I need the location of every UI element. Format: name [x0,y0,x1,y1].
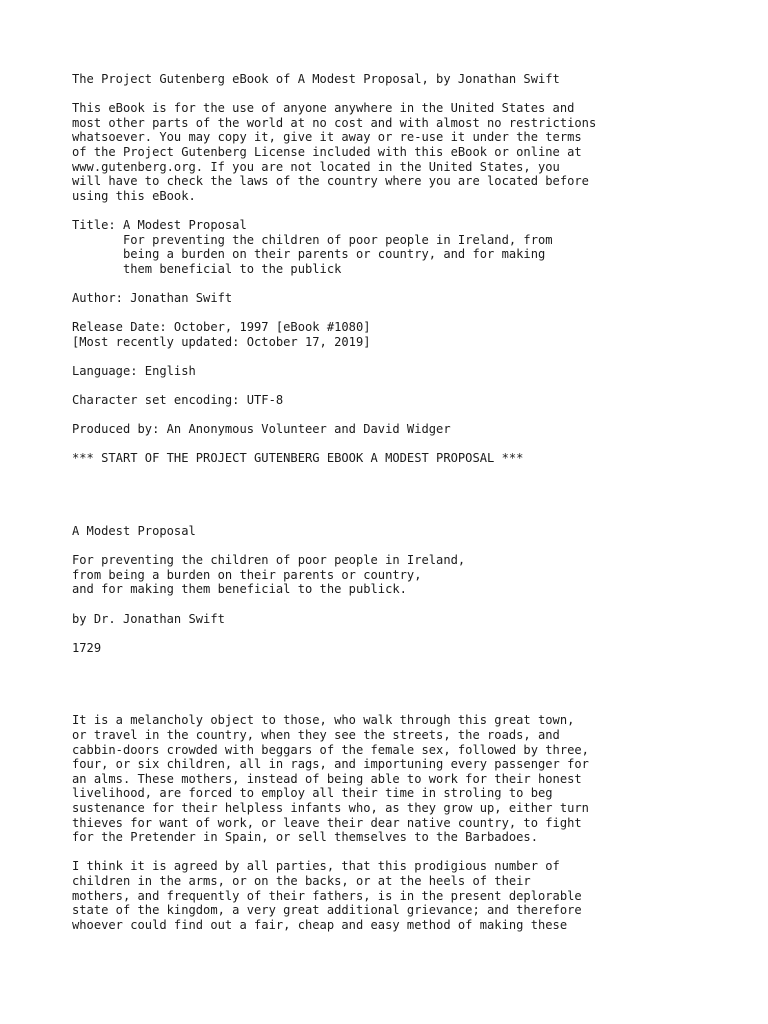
byline: by Dr. Jonathan Swift [72,611,225,626]
license-paragraph: This eBook is for the use of anyone anywhere in the United States and most other parts of the world at no cost and with almost no restrictions whatsoever. You may copy it, give it away or re-use it under the terms of the Project Gutenberg License included with this eBook or online at www.gutenberg.org. If you are not located in the United States, you will have to check the laws of the country where you are located before using this eBook. [72,101,597,203]
language-line: Language: English [72,363,196,378]
ebook-header-line: The Project Gutenberg eBook of A Modest Proposal, by Jonathan Swift [72,72,560,86]
body-paragraph-2: I think it is agreed by all parties, that this prodigious number of children in the arms, or on the backs, or at the heels of their mothers, and frequently of their fathers, is in the present deplorable state of the kingdom, a very great additional grievance; and therefore whoever could find out a fair, cheap and easy method of making these [72,859,582,932]
title-block: Title: A Modest Proposal For preventing the children of poor people in Ireland, from being a burden on their parents or country, and for making them beneficial to the publick [72,217,553,276]
work-subtitle: For preventing the children of poor people in Ireland, from being a burden on their parents or country, and for making them beneficial to the publick. [72,553,466,597]
start-marker: *** START OF THE PROJECT GUTENBERG EBOOK A MODEST PROPOSAL *** [72,451,524,466]
publication-year: 1729 [72,640,102,655]
work-title: A Modest Proposal [72,524,196,539]
release-info: Release Date: October, 1997 [eBook #1080] [Most recently updated: October 17, 2019] [72,320,371,349]
produced-by-line: Produced by: An Anonymous Volunteer and David Widger [72,422,451,437]
author-line: Author: Jonathan Swift [72,290,233,305]
body-paragraph-1: It is a melancholy object to those, who walk through this great town, or travel in the country, when they see the streets, the roads, and cabbin-doors crowded with beggars of the female sex, followed by three, four, or six children, all in rags, and importuning every passenger for an alms. These mothers, instead of being able to work for their honest livelihood, are forced to employ all their time in stroling to beg sustenance for their helpless infants who, as they grow up, either turn thieves for want of work, or leave their dear native country, to fight for the Pretender in Spain, or sell themselves to the Barbadoes. [72,713,589,845]
ebook-page [72,72,732,932]
encoding-line: Character set encoding: UTF-8 [72,393,284,408]
